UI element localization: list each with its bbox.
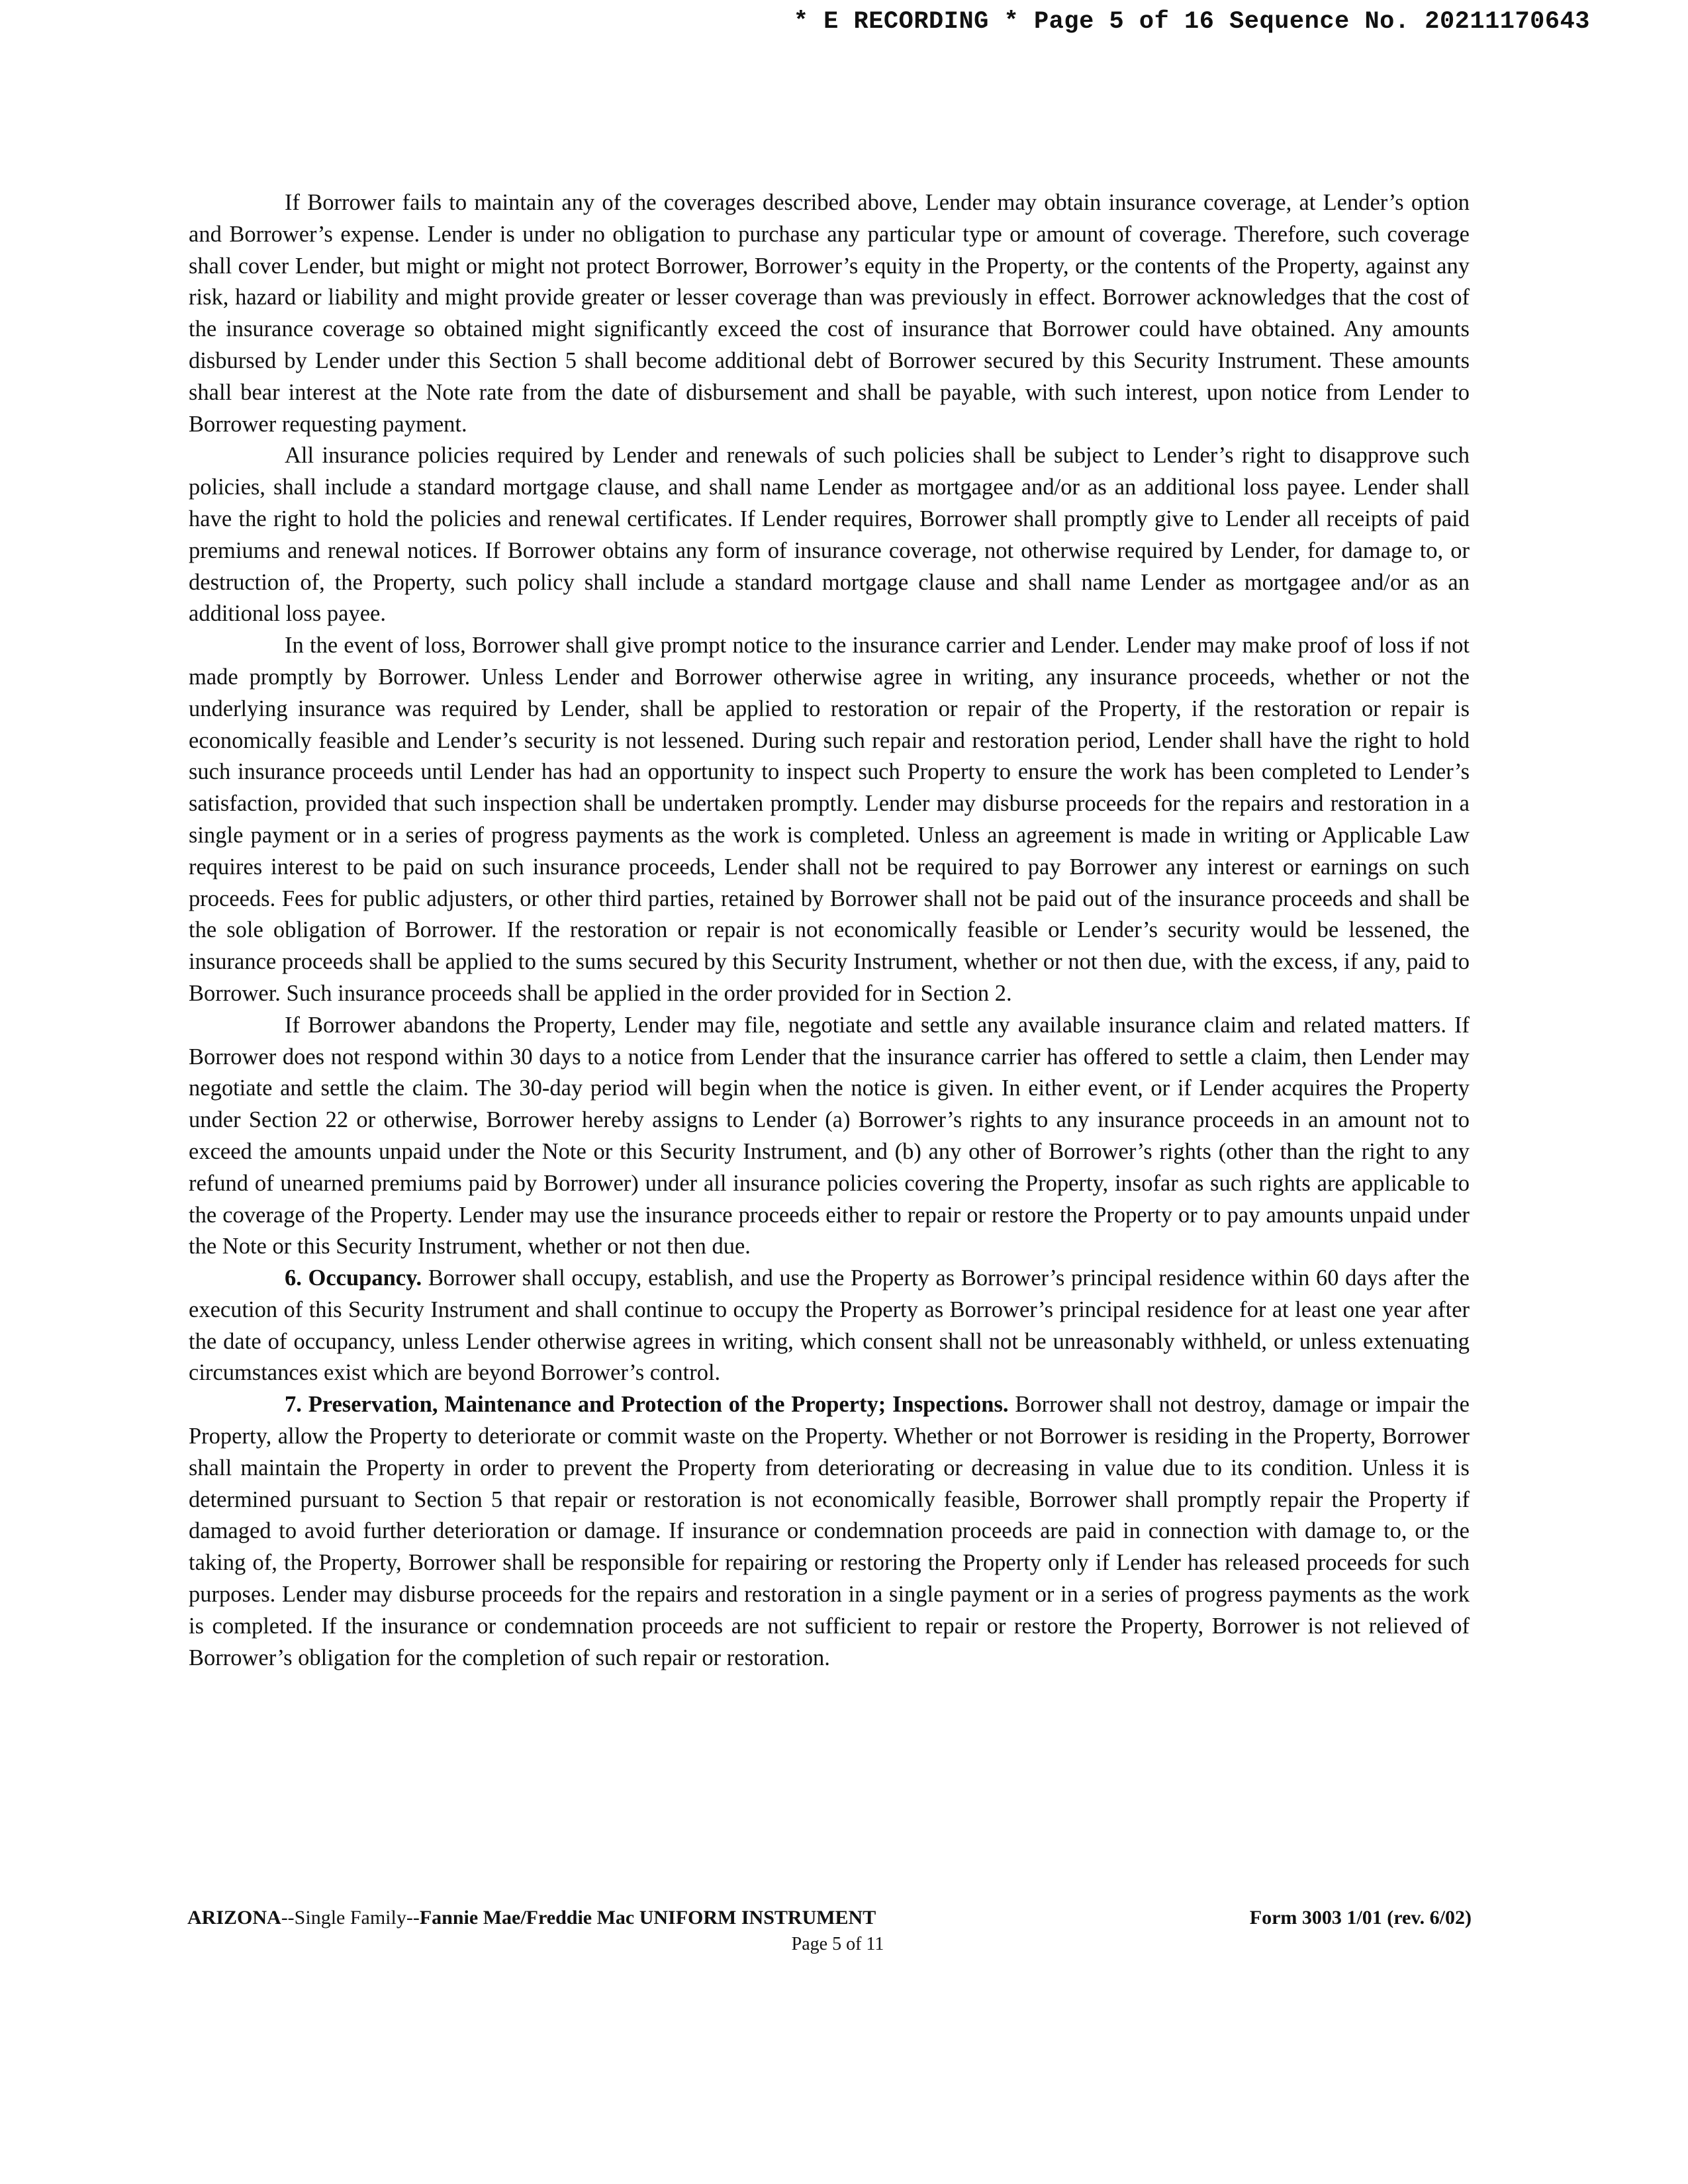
- footer-state: ARIZONA: [187, 1907, 281, 1929]
- paragraph-insurance-policies: All insurance policies required by Lender and renewals of such policies shall be subject to Lender’s right to disapprove such policies, shall include a standard mortgage clause, and shall name Lender as mortgagee and/or as an additional loss payee. Lender shall have the right to hold the policies and renewal certificates. If Lender requires, Borrower shall promptly give to Lender all receipts of paid premiums and renewal notices. If Borrower obtains any form of insurance coverage, not otherwise required by Lender, for damage to, or destruction of, the Property, such policy shall include a standard mortgage clause and shall name Lender as mortgagee and/or as an additional loss payee.: [189, 443, 1470, 627]
- preservation-text: Borrower shall not destroy, damage or impair the Property, allow the Property to deteriorate or commit waste on the Property. Whether or not Borrower is residing in the Property, Borrower shall maintain the Property in order to prevent the Property from deteriorating or decreasing in value due to its condition. Unless it is determined pursuant to Section 5 that repair or restoration is not economically feasible, Borrower shall promptly repair the Property if damaged to avoid further deterioration or damage. If insurance or condemnation proceeds are paid in connection with damage to, or the taking of, the Property, Borrower shall be responsible for repairing or restoring the Property only if Lender has released proceeds for such purposes. Lender may disburse proceeds for the repairs and restoration in a single payment or in a series of progress payments as the work is completed. If the insurance or condemnation proceeds are not sufficient to repair or restore the Property, Borrower is not relieved of Borrower’s obligation for the completion of such repair or restoration.: [189, 1392, 1470, 1670]
- footer-instrument: Fannie Mae/Freddie Mac UNIFORM INSTRUMENT: [419, 1907, 876, 1929]
- footer-separator-2: --: [406, 1907, 420, 1929]
- paragraph-occupancy: [189, 1263, 1470, 1389]
- recording-stamp: * E RECORDING * Page 5 of 16 Sequence No. 20211170643: [793, 8, 1590, 36]
- footer-page-number: Page 5 of 11: [791, 1934, 884, 1954]
- paragraph-lender-obtained-coverage: If Borrower fails to maintain any of the coverages described above, Lender may obtain insurance coverage, at Lender’s option and Borrower’s expense. Lender is under no obligation to purchase any particular type or amount of coverage. Therefore, such coverage shall cover Lender, but might or might not protect Borrower, Borrower’s equity in the Property, or the contents of the Property, against any risk, hazard or liability and might provide greater or lesser coverage than was previously in effect. Borrower acknowledges that the cost of the insurance coverage so obtained might significantly exceed the cost of insurance that Borrower could have obtained. Any amounts disbursed by Lender under this Section 5 shall become additional debt of Borrower secured by this Security Instrument. These amounts shall bear interest at the Note rate from the date of disbursement and shall be payable, with such interest, upon notice from Lender to Borrower requesting payment.: [189, 190, 1470, 437]
- paragraph-abandonment: If Borrower abandons the Property, Lender may file, negotiate and settle any available insurance claim and related matters. If Borrower does not respond within 30 days to a notice from Lender that the insurance carrier has offered to settle a claim, then Lender may negotiate and settle the claim. The 30-day period will begin when the notice is given. In either event, or if Lender acquires the Property under Section 22 or otherwise, Borrower hereby assigns to Lender (a) Borrower’s rights to any insurance proceeds in an amount not to exceed the amounts unpaid under the Note or this Security Instrument, and (b) any other of Borrower’s rights (other than the right to any refund of unearned premiums paid by Borrower) under all insurance policies covering the Property, insofar as such rights are applicable to the coverage of the Property. Lender may use the insurance proceeds either to repair or restore the Property or to pay amounts unpaid under the Note or this Security Instrument, whether or not then due.: [189, 1012, 1470, 1259]
- section-heading-preservation: 7. Preservation, Maintenance and Protection of the Property; Inspections.: [285, 1392, 1009, 1418]
- section-heading-occupancy: 6. Occupancy.: [285, 1265, 422, 1291]
- document-body: [189, 187, 1470, 1674]
- paragraph-preservation: [189, 1389, 1470, 1674]
- footer-family-type: Single Family: [294, 1907, 406, 1929]
- footer-form-id: Form 3003 1/01 (rev. 6/02): [1249, 1907, 1472, 1929]
- footer-separator-1: --: [281, 1907, 295, 1929]
- paragraph-event-of-loss: In the event of loss, Borrower shall give prompt notice to the insurance carrier and Lender. Lender may make proof of loss if not made promptly by Borrower. Unless Lender and Borrower otherwise agree in writing, any insurance proceeds, whether or not the underlying insurance was required by Lender, shall be applied to restoration or repair of the Property, if the restoration or repair is economically feasible and Lender’s security is not lessened. During such repair and restoration period, Lender shall have the right to hold such insurance proceeds until Lender has had an opportunity to inspect such Property to ensure the work has been completed to Lender’s satisfaction, provided that such inspection shall be undertaken promptly. Lender may disburse proceeds for the repairs and restoration in a single payment or in a series of progress payments as the work is completed. Unless an agreement is made in writing or Applicable Law requires interest to be paid on such insurance proceeds, Lender shall not be required to pay Borrower any interest or earnings on such proceeds. Fees for public adjusters, or other third parties, retained by Borrower shall not be paid out of the insurance proceeds and shall be the sole obligation of Borrower. If the restoration or repair is not economically feasible or Lender’s security would be lessened, the insurance proceeds shall be applied to the sums secured by this Security Instrument, whether or not then due, with the excess, if any, paid to Borrower. Such insurance proceeds shall be applied in the order provided for in Section 2.: [189, 633, 1470, 1006]
- occupancy-text: Borrower shall occupy, establish, and use the Property as Borrower’s principal residence within 60 days after the execution of this Security Instrument and shall continue to occupy the Property as Borrower’s principal residence for at least one year after the date of occupancy, unless Lender otherwise agrees in writing, which consent shall not be unreasonably withheld, or unless extenuating circumstances exist which are beyond Borrower’s control.: [189, 1265, 1470, 1386]
- footer-instrument-line: [187, 1905, 876, 1931]
